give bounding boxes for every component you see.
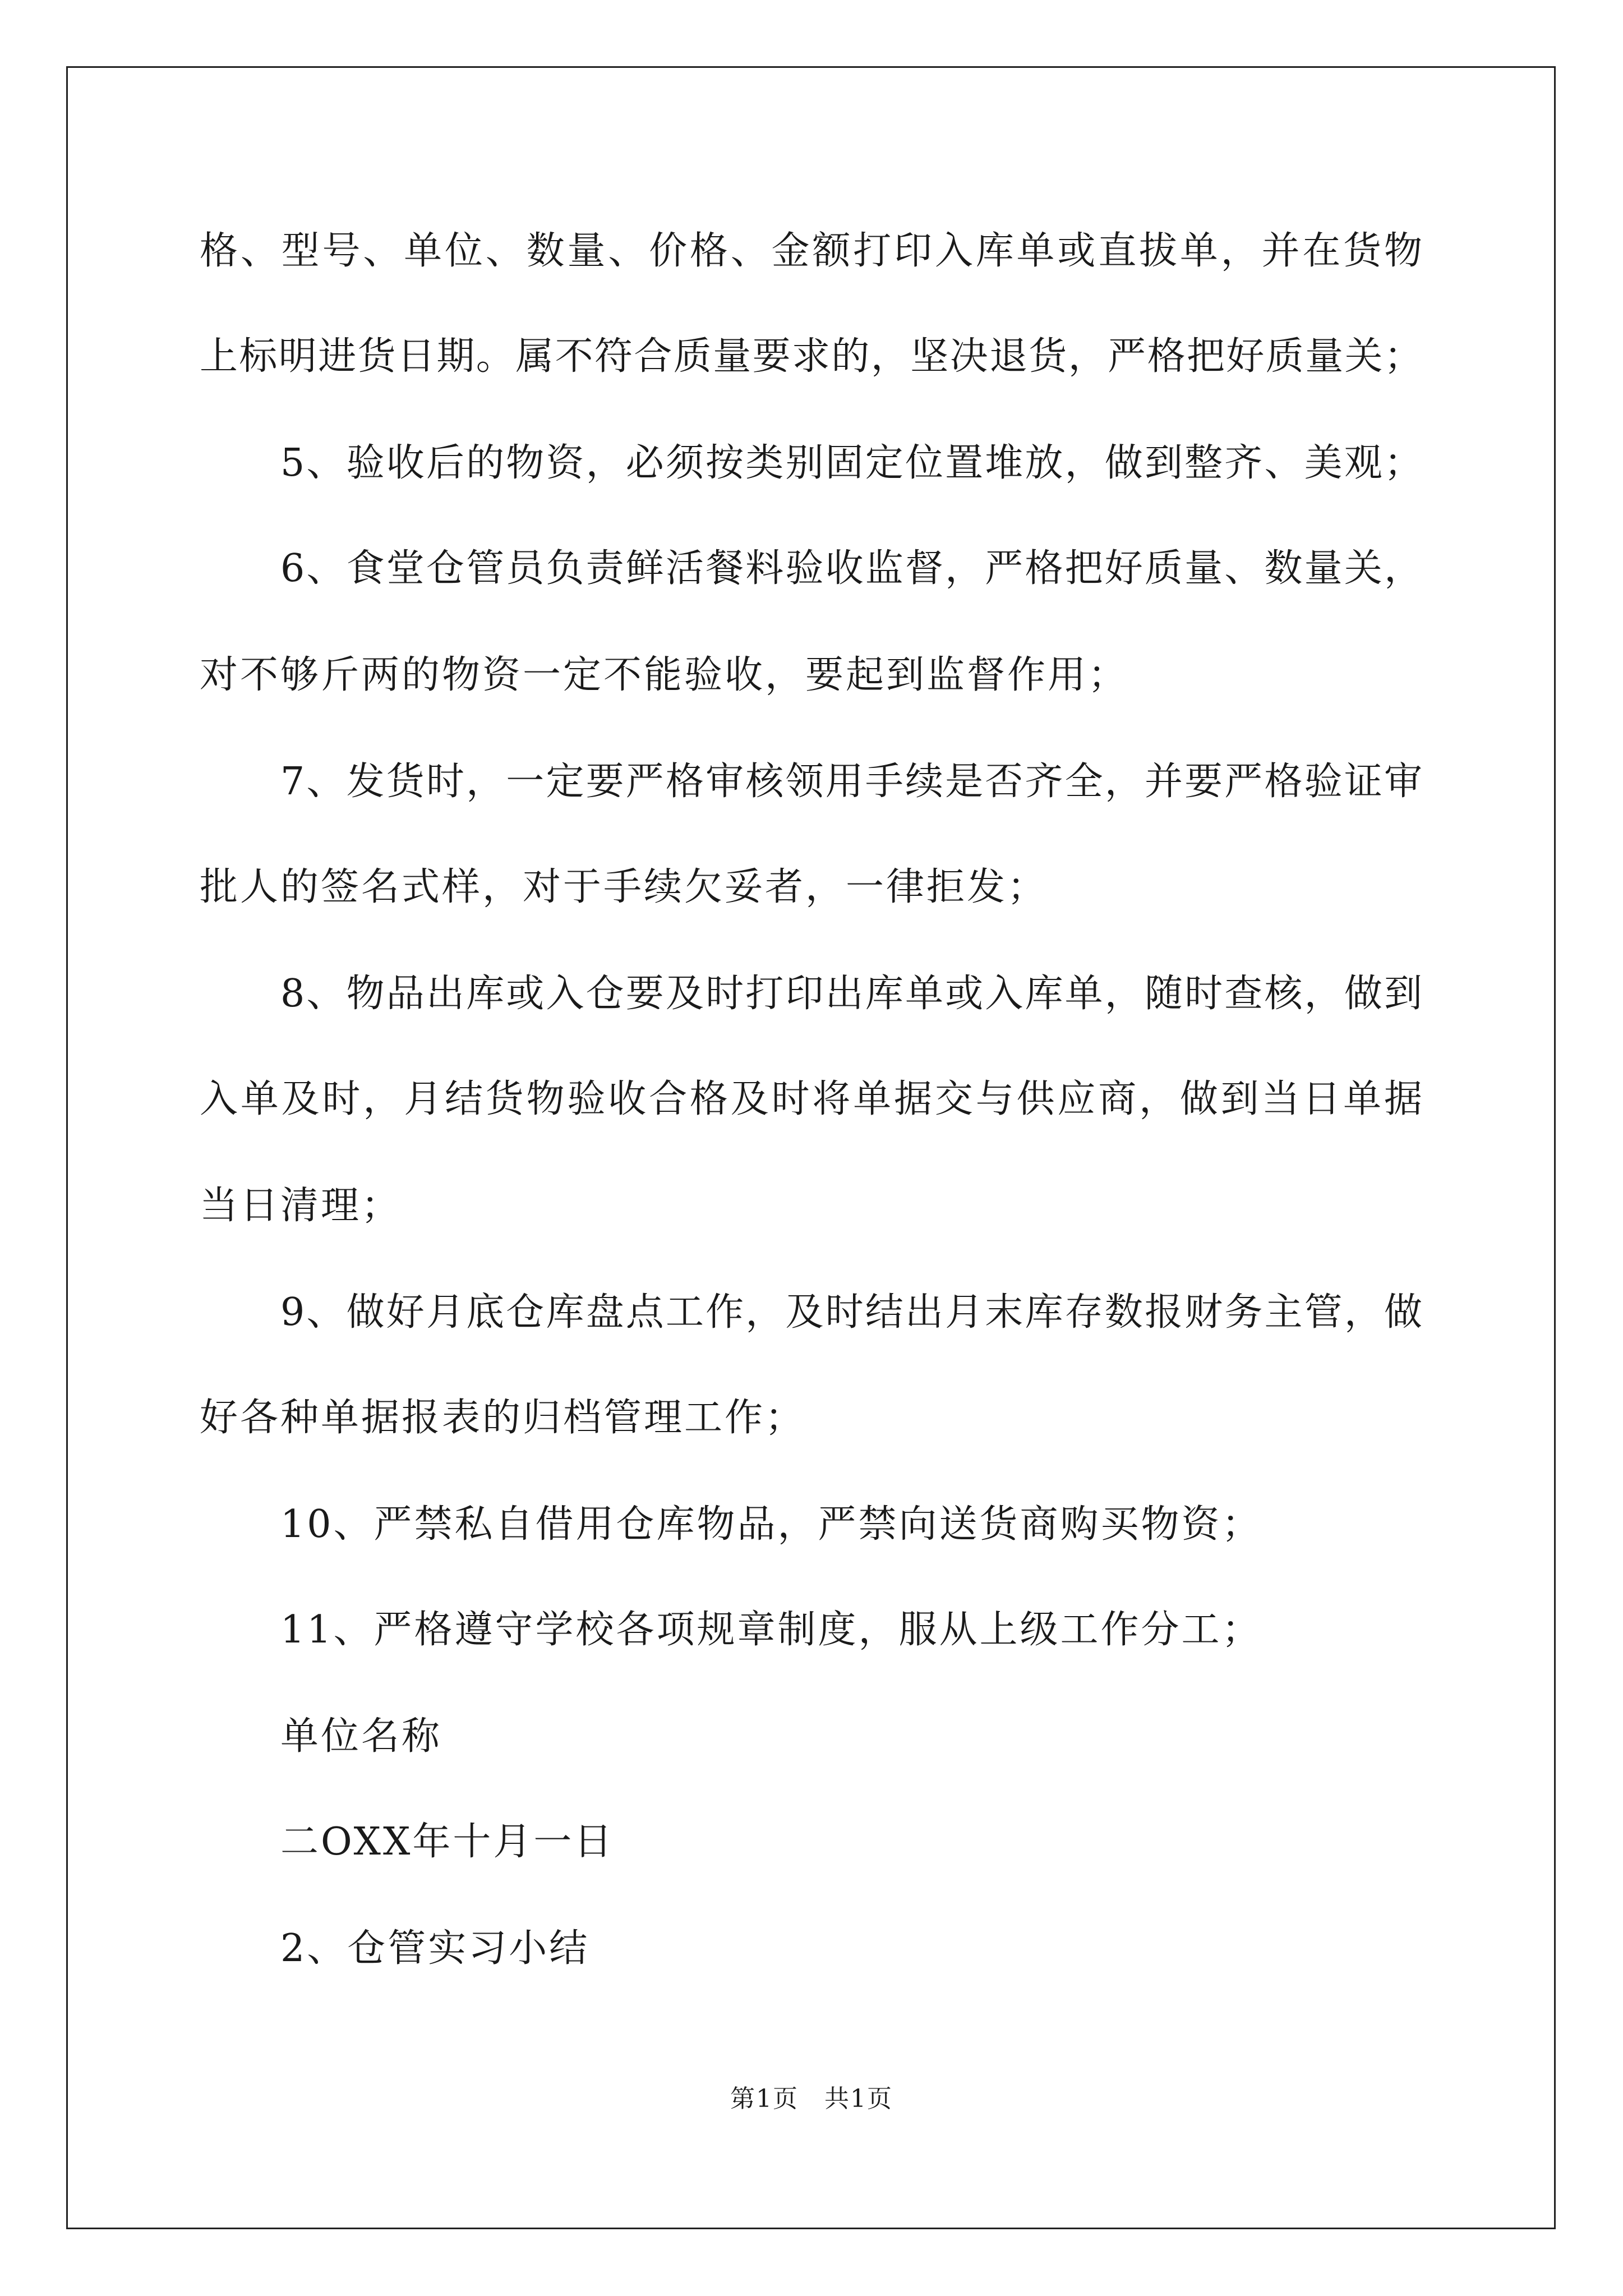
page-border <box>66 66 1556 2229</box>
body-line: 批人的签名式样，对于手续欠妥者，一律拒发； <box>200 865 1048 909</box>
document-date: 二OXX年十月一日 <box>280 1820 615 1864</box>
body-line: 对不够斤两的物资一定不能验收，要起到监督作用； <box>200 653 1129 697</box>
body-line: 6、食堂仓管员负责鲜活餐料验收监督，严格把好质量、数量关， <box>280 546 1422 591</box>
body-line: 上标明进货日期。属不符合质量要求的，坚决退货，严格把好质量关； <box>200 334 1422 379</box>
body-line: 5、验收后的物资，必须按类别固定位置堆放，做到整齐、美观； <box>280 441 1422 485</box>
body-line: 9、做好月底仓库盘点工作，及时结出月末库存数报财务主管，做 <box>280 1290 1422 1335</box>
section-heading: 2、仓管实习小结 <box>280 1926 590 1971</box>
body-line: 好各种单据报表的归档管理工作； <box>200 1396 806 1440</box>
body-line: 8、物品出库或入仓要及时打印出库单或入库单，随时查核，做到 <box>280 972 1422 1016</box>
body-line: 7、发货时，一定要严格审核领用手续是否齐全，并要严格验证审 <box>280 760 1422 804</box>
organization-name: 单位名称 <box>280 1714 442 1759</box>
body-line: 格、型号、单位、数量、价格、金额打印入库单或直拔单，并在货物 <box>200 229 1422 273</box>
body-line: 当日清理； <box>200 1184 402 1228</box>
body-line: 入单及时，月结货物验收合格及时将单据交与供应商，做到当日单据 <box>200 1077 1422 1121</box>
body-line: 10、严禁私自借用仓库物品，严禁向送货商购买物资； <box>280 1502 1262 1547</box>
body-line: 11、严格遵守学校各项规章制度，服从上级工作分工； <box>280 1608 1262 1652</box>
page-number-footer: 第1页 共1页 <box>730 2085 893 2113</box>
